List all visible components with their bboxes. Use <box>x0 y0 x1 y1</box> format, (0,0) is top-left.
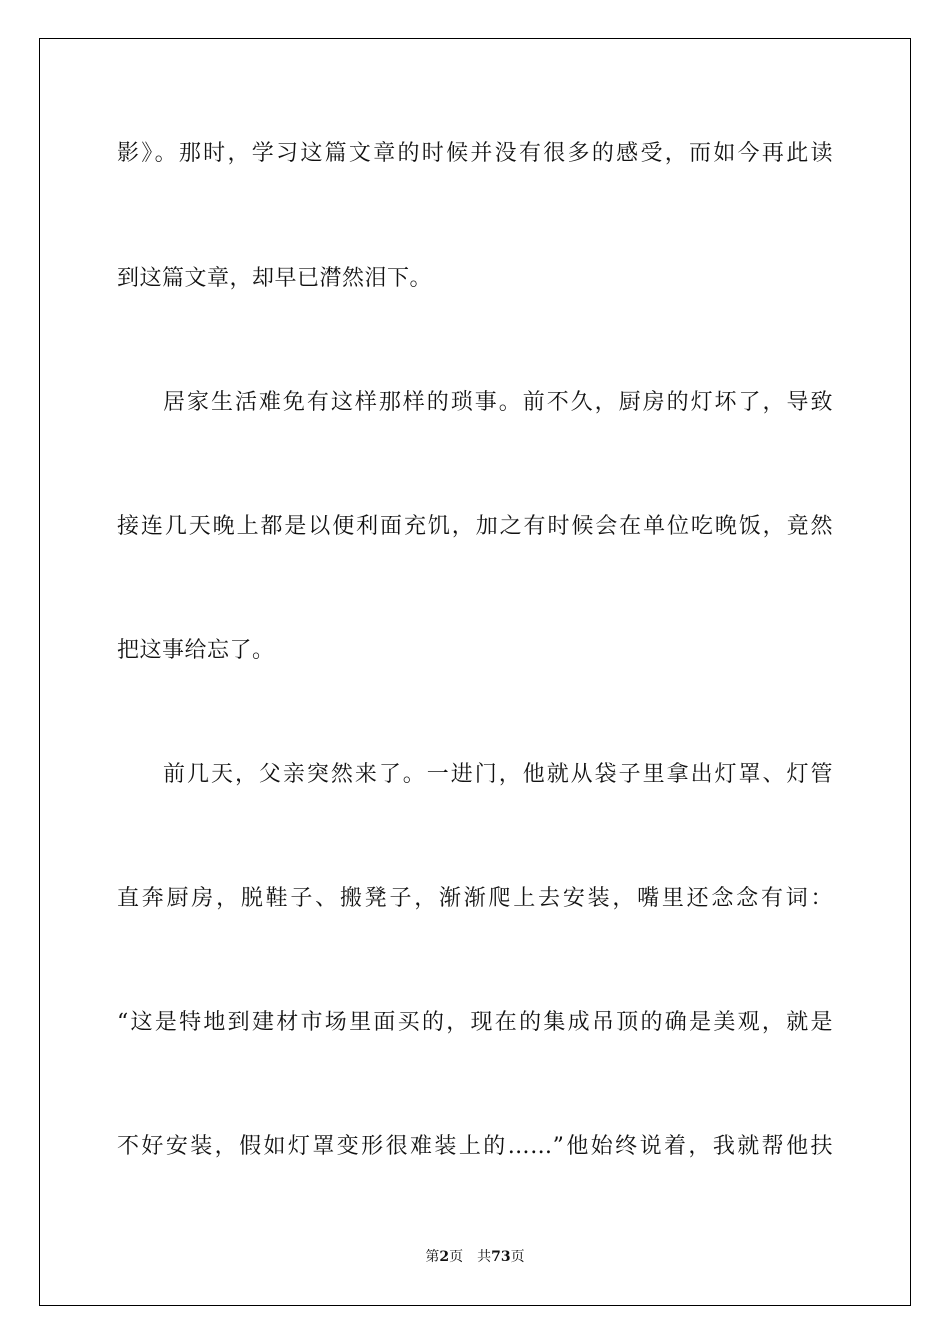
text-line-5: 把这事给忘了。 <box>117 638 275 663</box>
text-line-7: 直奔厨房，脱鞋子、搬凳子，渐渐爬上去安装，嘴里还念念有词： <box>117 886 833 911</box>
text-line-2: 到这篇文章，却早已潸然泪下。 <box>117 266 433 291</box>
total-suffix: 页 <box>510 1249 525 1265</box>
page-border <box>39 38 911 1306</box>
text-line-4: 接连几天晚上都是以便利面充饥，加之有时候会在单位吃晚饭，竟然 <box>117 514 833 539</box>
text-line-1: 影》。那时，学习这篇文章的时候并没有很多的感受，而如今再此读 <box>117 141 833 166</box>
page-suffix: 页 <box>449 1249 464 1265</box>
text-line-9: 不好安装，假如灯罩变形很难装上的……”他始终说着，我就帮他扶 <box>117 1134 833 1159</box>
total-prefix: 共 <box>477 1249 492 1265</box>
page-prefix: 第 <box>425 1249 440 1265</box>
page-footer <box>0 1246 950 1266</box>
total-pages: 73 <box>491 1249 511 1265</box>
text-line-3: 居家生活难免有这样那样的琐事。前不久，厨房的灯坏了，导致 <box>163 390 833 415</box>
text-line-8: “这是特地到建材市场里面买的，现在的集成吊顶的确是美观，就是 <box>117 1010 833 1035</box>
text-line-6: 前几天，父亲突然来了。一进门，他就从袋子里拿出灯罩、灯管 <box>163 762 833 787</box>
page-number: 2 <box>439 1249 450 1265</box>
